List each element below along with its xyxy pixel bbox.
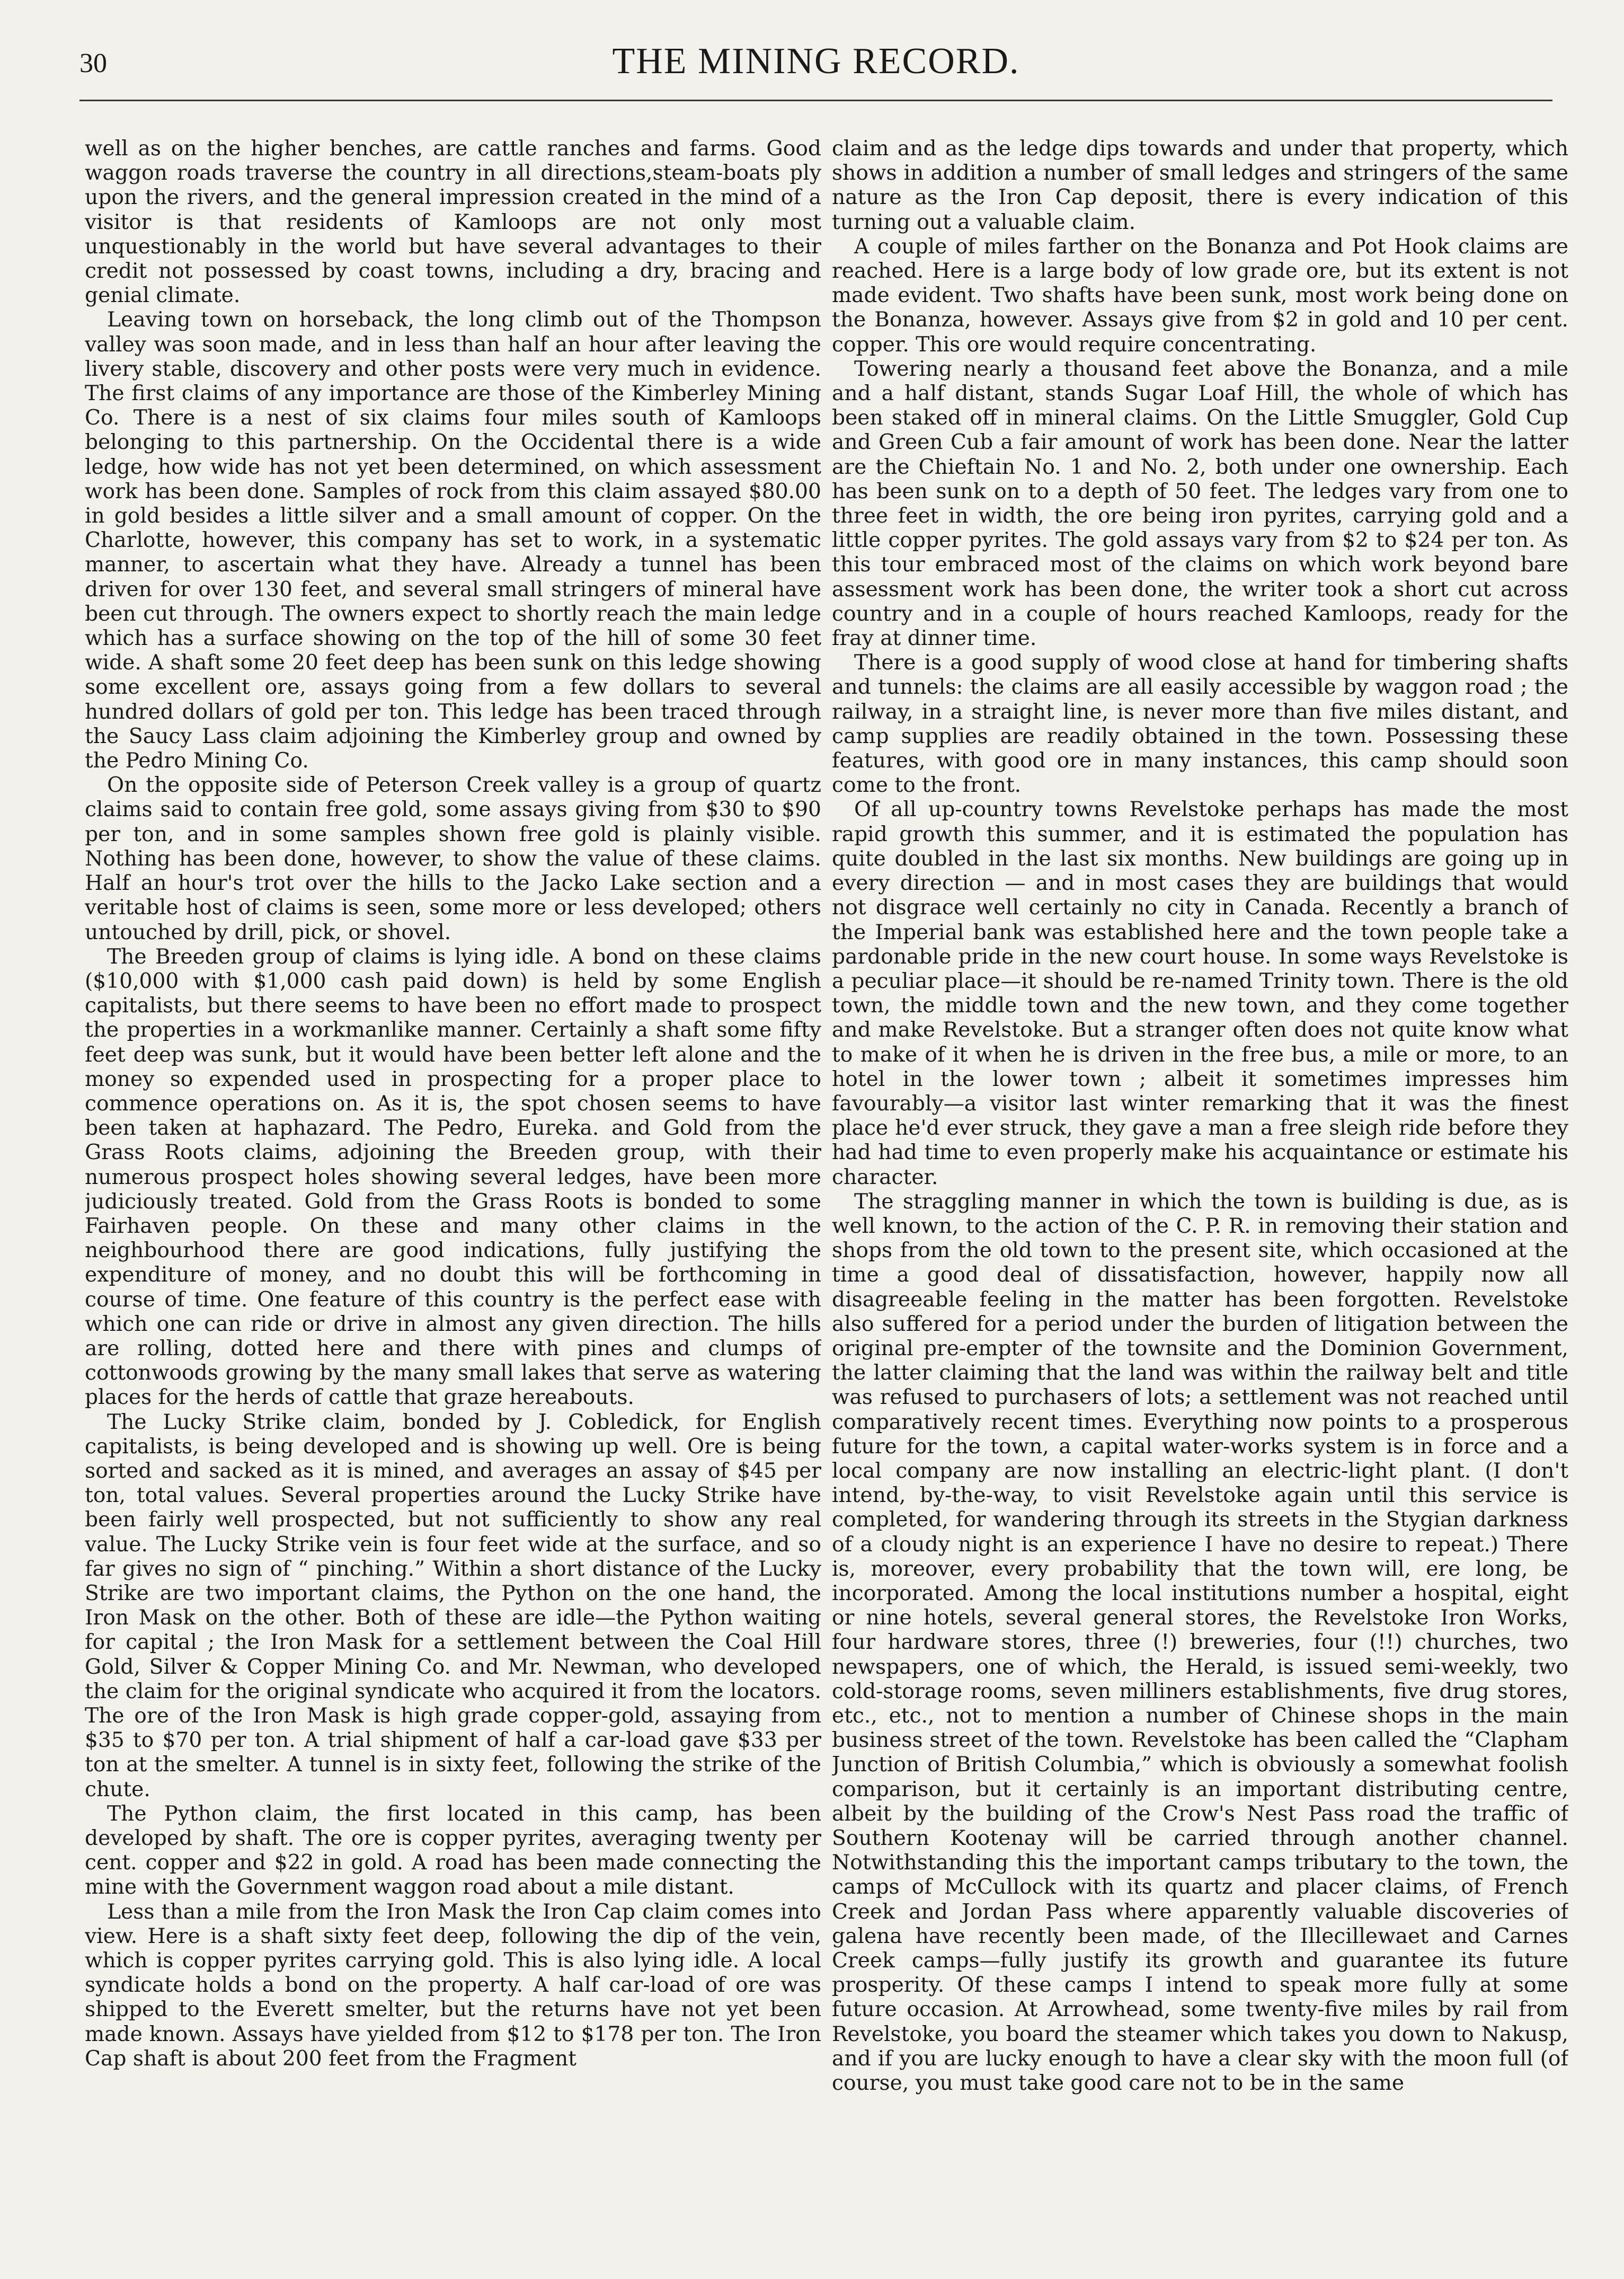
paragraph: well as on the higher benches, are cattle ranches and farms. Good waggon roads traverse the country in all directions,steam-boats ply upon the rivers, and the general impression created in the mind of a visitor is that residents of Kamloops are not only most unquestionably in the world but have several advantages to their credit not possessed by coast towns, including a dry, bracing and genial climate. (85, 137, 821, 308)
paragraph: The straggling manner in which the town is building is due, as is well known, to the action of the C. P. R. in removing their station and shops from the old town to the present site, which occasioned at the time a good deal of dissatisfaction, however, happily now all disagreeable feeling in the matter has been forgotten. Revelstoke also suffered for a period under the burden of litigation between the original pre-empter of the townsite and the Dominion Government, the latter claiming that the land was within the railway belt and title was refused to purchasers of lots; a settlement was not reached until comparatively recent times. Everything now points to a prosperous future for the town, a capital water-works system is in force and a local company are now installing an electric-light plant. (I don't intend, by-the-way, to visit Revelstoke again until this service is completed, for wandering through its streets in the Stygian darkness of a cloudy night is an experience I have no desire to repeat.) There is, moreover, every probability that the town will, ere long, be incorporated. Among the local institutions number a hospital, eight or nine hotels, several general stores, the Revelstoke Iron Works, four hardware stores, three (!) breweries, four (!!) churches, two newspapers, one of which, the Herald, is issued semi-weekly, two cold-storage rooms, seven milliners establishments, five drug stores, etc., etc., not to mention a number of Chinese shops in the main business street of the town. Revelstoke has been called the “Clapham Junction of British Columbia,” which is obviously a somewhat foolish comparison, but it certainly is an important distributing centre, albeit by the building of the Crow's Nest Pass road the traffic of Southern Kootenay will be carried through another channel. Notwithstanding this the important camps tributary to the town, the camps of McCullock with its quartz and placer claims, of French Creek and Jordan Pass where apparently valuable discoveries of galena have recently been made, of the Illecillewaet and Carnes Creek camps—fully justify its growth and guarantee its future prosperity. Of these camps I intend to speak more fully at some future occasion. At Arrowhead, some twenty-five miles by rail from Revelstoke, you board the steamer which takes you down to Nakusp, and if you are lucky enough to have a clear sky with the moon full (of course, you must take good care not to be in the same (832, 1189, 1568, 2096)
paragraph: Towering nearly a thousand feet above the Bonanza, and a mile and a half distant, stands Sugar Loaf Hill, the whole of which has been staked off in mineral claims. On the Little Smuggler, Gold Cup and Green Cub a fair amount of work has been done. Near the latter are the Chieftain No. 1 and No. 2, both under one ownership. Each has been sunk on to a depth of 50 feet. The ledges vary from one to three feet in width, the ore being iron pyrites, carrying gold and a little copper pyrites. The gold assays vary from $2 to $24 per ton. As this tour embraced most of the claims on which work beyond bare assessment work has been done, the writer took a short cut across country and in a couple of hours reached Kamloops, ready for the fray at dinner time. (832, 357, 1568, 651)
paragraph: claim and as the ledge dips towards and under that property, which shows in addition a number of small ledges and stringers of the same nature as the Iron Cap deposit, there is every indication of this turning out a valuable claim. (832, 137, 1568, 234)
paragraph: On the opposite side of Peterson Creek valley is a group of quartz claims said to contain free gold, some assays giving from $30 to $90 per ton, and in some samples shown free gold is plainly visible. Nothing has been done, however, to show the value of these claims. Half an hour's trot over the hills to the Jacko Lake section and a veritable host of claims is seen, some more or less developed; others untouched by drill, pick, or shovel. (85, 773, 821, 944)
paragraph: The Lucky Strike claim, bonded by J. Cobledick, for English capitalists, is being developed and is showing up well. Ore is being sorted and sacked as it is mined, and averages an assay of $45 per ton, total values. Several properties around the Lucky Strike have been fairly well prospected, but not sufficiently to show any real value. The Lucky Strike vein is four feet wide at the surface, and so far gives no sign of “ pinching.” Within a short distance of the Lucky Strike are two important claims, the Python on the one hand, the Iron Mask on the other. Both of these are idle—the Python waiting for capital ; the Iron Mask for a settlement between the Coal Hill Gold, Silver & Copper Mining Co. and Mr. Newman, who developed the claim for the original syndicate who acquired it from the locators. The ore of the Iron Mask is high grade copper-gold, assaying from $35 to $70 per ton. A trial shipment of half a car-load gave $33 per ton at the smelter. A tunnel is in sixty feet, following the strike of the chute. (85, 1410, 821, 1801)
paragraph: The Breeden group of claims is lying idle. A bond on these claims ($10,000 with $1,000 cash paid down) is held by some English capitalists, but there seems to have been no effort made to prospect the properties in a workmanlike manner. Certainly a shaft some fifty feet deep was sunk, but it would have been better left alone and the money so expended used in prospecting for a proper place to commence operations on. As it is, the spot chosen seems to have been taken at haphazard. The Pedro, Eureka. and Gold from the Grass Roots claims, adjoining the Breeden group, with their numerous prospect holes showing several ledges, have been more judiciously treated. Gold from the Grass Roots is bonded to some Fairhaven people. On these and many other claims in the neighbourhood there are good indications, fully justifying the expenditure of money, and no doubt this will be forthcoming in course of time. One feature of this country is the perfect ease with which one can ride or drive in almost any given direction. The hills are rolling, dotted here and there with pines and clumps of cottonwoods growing by the many small lakes that serve as watering places for the herds of cattle that graze hereabouts. (85, 944, 821, 1410)
paragraph: Leaving town on horseback, the long climb out of the Thompson valley was soon made, and in less than half an hour after leaving the livery stable, discovery and other posts were very much in evidence. The first claims of any importance are those of the Kimberley Mining Co. There is a nest of six claims four miles south of Kamloops belonging to this partnership. On the Occidental there is a wide ledge, how wide has not yet been determined, on which assessment work has been done. Samples of rock from this claim assayed $80.00 in gold besides a little silver and a small amount of copper. On the Charlotte, however, this company has set to work, in a systematic manner, to ascertain what they have. Already a tunnel has been driven for over 130 feet, and several small stringers of mineral have been cut through. The owners expect to shortly reach the main ledge which has a surface showing on the top of the hill of some 30 feet wide. A shaft some 20 feet deep has been sunk on this ledge showing some excellent ore, assays going from a few dollars to several hundred dollars of gold per ton. This ledge has been traced through the Saucy Lass claim adjoining the Kimberley group and owned by the Pedro Mining Co. (85, 308, 821, 773)
journal-title: THE MINING RECORD. (612, 41, 1020, 82)
paragraph: Less than a mile from the Iron Mask the Iron Cap claim comes into view. Here is a shaft sixty feet deep, following the dip of the vein, which is copper pyrites carrying gold. This is also lying idle. A local syndicate holds a bond on the property. A half car-load of ore was shipped to the Everett smelter, but the returns have not yet been made known. Assays have yielded from $12 to $178 per ton. The Iron Cap shaft is about 200 feet from the Fragment (85, 1900, 821, 2071)
header-rule (79, 100, 1552, 101)
left-column (85, 137, 821, 2251)
paragraph: A couple of miles farther on the Bonanza and Pot Hook claims are reached. Here is a large body of low grade ore, but its extent is not made evident. Two shafts have been sunk, most work being done on the Bonanza, however. Assays give from $2 in gold and 10 per cent. copper. This ore would require concentrating. (832, 234, 1568, 357)
paragraph: There is a good supply of wood close at hand for timbering shafts and tunnels: the claims are all easily accessible by waggon road ; the railway, in a straight line, is never more than five miles distant, and camp supplies are readily obtained in the town. Possessing these features, with good ore in many instances, this camp should soon come to the front. (832, 651, 1568, 798)
paragraph: Of all up-country towns Revelstoke perhaps has made the most rapid growth this summer, and it is estimated the population has quite doubled in the last six months. New buildings are going up in every direction — and in most cases they are buildings that would not disgrace well certainly no city in Canada. Recently a branch of the Imperial bank was established here and the town people take a pardonable pride in the new court house. In some ways Revelstoke is a peculiar place—it should be re-named Trinity town. There is the old town, the middle town and the new town, and they come together and make Revelstoke. But a stranger often does not quite know what to make of it when he is driven in the free bus, a mile or more, to an hotel in the lower town ; albeit it sometimes impresses him favourably—a visitor last winter remarking that it was the finest place he'd ever struck, they gave a man a free sleigh ride before they had had time to even properly make his acquaintance or estimate his character. (832, 798, 1568, 1189)
page-header (79, 37, 1552, 95)
right-column (832, 137, 1568, 2251)
paragraph: The Python claim, the first located in this camp, has been developed by shaft. The ore is copper pyrites, averaging twenty per cent. copper and $22 in gold. A road has been made connecting the mine with the Government waggon road about a mile distant. (85, 1801, 821, 1900)
page-number: 30 (79, 48, 107, 78)
